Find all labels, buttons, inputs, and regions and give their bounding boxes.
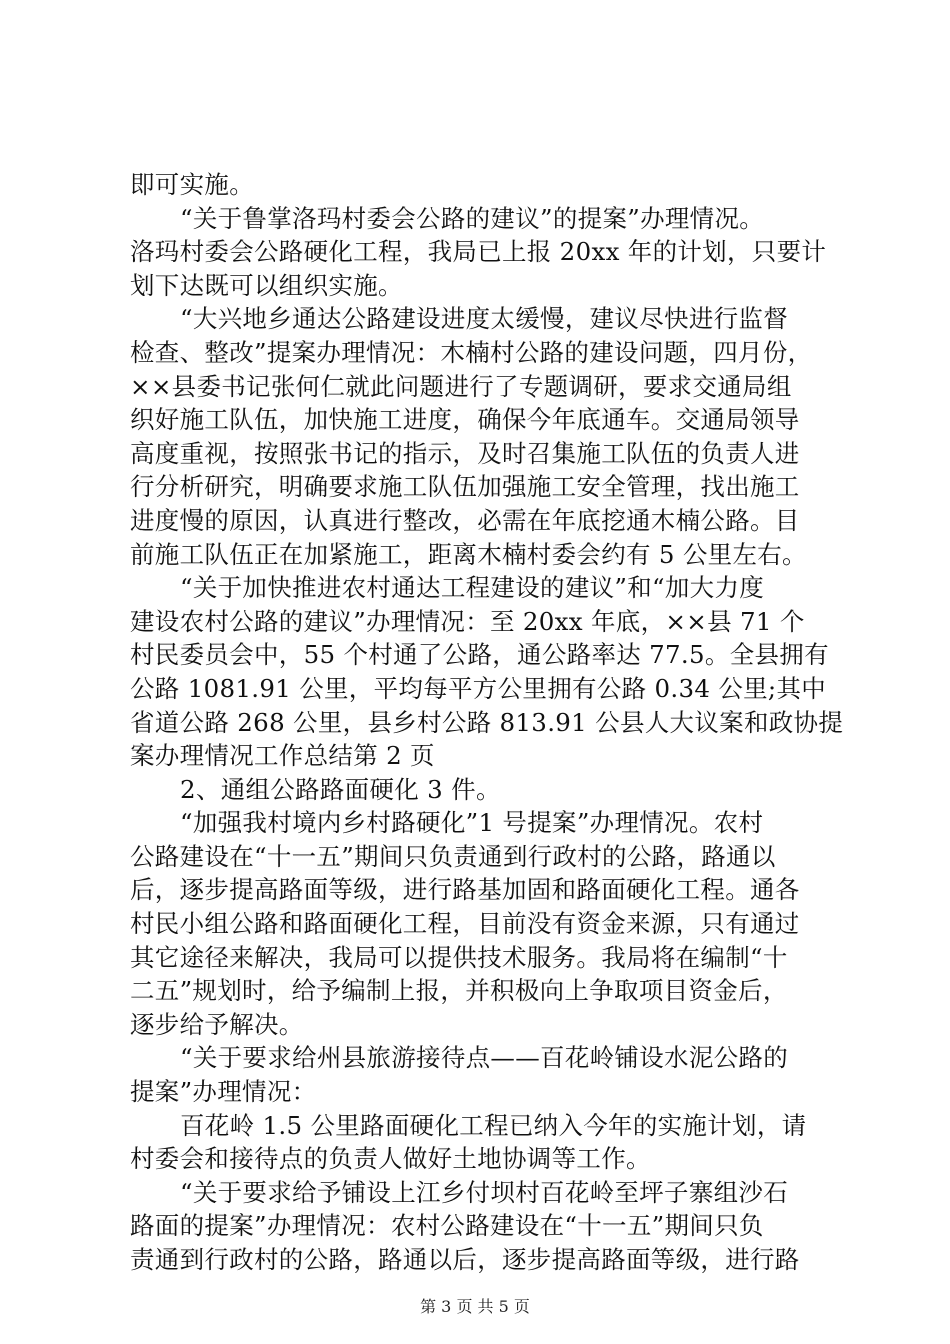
text-line: 即可实施。 <box>130 170 254 199</box>
text-line: 逐步给予解决。 <box>130 1009 304 1039</box>
text-line: 织好施工队伍，加快施工进度，确保今年底通车。交通局领导 <box>130 405 800 435</box>
text-line: 村委会和接待点的负责人做好土地协调等工作。 <box>130 1144 651 1174</box>
text-line: 进度慢的原因，认真进行整改，必需在年底挖通木楠公路。目 <box>130 505 800 535</box>
text-line: 村民委员会中，55 个村通了公路，通公路率达 77.5。全县拥有 <box>130 640 829 670</box>
text-line: 检查、整改”提案办理情况：木楠村公路的建设问题，四月份， <box>130 337 813 367</box>
text-line: 村民小组公路和路面硬化工程，目前没有资金来源，只有通过 <box>130 909 800 939</box>
text-line: 前施工队伍正在加紧施工，距离木楠村委会约有 5 公里左右。 <box>130 539 807 569</box>
text-line: 建设农村公路的建议”办理情况：至 20xx 年底，××县 71 个 <box>130 606 805 636</box>
text-line: “关于鲁掌洛玛村委会公路的建议”的提案”办理情况。 <box>180 203 765 233</box>
text-line: “加强我村境内乡村路硬化”1 号提案”办理情况。农村 <box>180 808 764 838</box>
text-line: “关于加快推进农村通达工程建设的建议”和“加大力度 <box>180 573 765 603</box>
text-line: 二五”规划时，给予编制上报，并积极向上争取项目资金后， <box>130 976 788 1006</box>
text-line: 高度重视，按照张书记的指示，及时召集施工队伍的负责人进 <box>130 438 800 468</box>
text-line: “大兴地乡通达公路建设进度太缓慢，建议尽快进行监督 <box>180 304 789 334</box>
text-line: 后，逐步提高路面等级，进行路基加固和路面硬化工程。通各 <box>130 875 800 905</box>
text-line: 省道公路 268 公里，县乡村公路 813.91 公县人大议案和政协提 <box>130 707 844 737</box>
text-line: 公路建设在“十一五”期间只负责通到行政村的公路，路通以 <box>130 841 776 871</box>
text-line: 提案”办理情况： <box>130 1077 317 1107</box>
text-line: ××县委书记张何仁就此问题进行了专题调研，要求交通局组 <box>130 371 792 401</box>
page-number-footer: 第 3 页 共 5 页 <box>420 1297 530 1316</box>
text-line: 案办理情况工作总结第 2 页 <box>130 741 435 771</box>
text-line: “关于要求给州县旅游接待点——百花岭铺设水泥公路的 <box>180 1043 789 1073</box>
document-body <box>130 168 844 1277</box>
text-line: 百花岭 1.5 公里路面硬化工程已纳入今年的实施计划，请 <box>180 1110 807 1140</box>
text-line: 责通到行政村的公路，路通以后，逐步提高路面等级，进行路 <box>130 1245 800 1274</box>
text-line: “关于要求给予铺设上江乡付坝村百花岭至坪子寨组沙石 <box>180 1177 789 1207</box>
text-line: 行分析研究，明确要求施工队伍加强施工安全管理，找出施工 <box>130 472 800 502</box>
text-line: 公路 1081.91 公里，平均每平方公里拥有公路 0.34 公里;其中 <box>130 673 827 703</box>
text-line: 其它途径来解决，我局可以提供技术服务。我局将在编制“十 <box>130 942 788 972</box>
text-line: 洛玛村委会公路硬化工程，我局已上报 20xx 年的计划，只要计 <box>130 237 827 267</box>
text-line: 2、通组公路路面硬化 3 件。 <box>180 774 501 804</box>
text-line: 划下达既可以组织实施。 <box>130 270 403 300</box>
text-line: 路面的提案”办理情况：农村公路建设在“十一五”期间只负 <box>130 1211 764 1241</box>
